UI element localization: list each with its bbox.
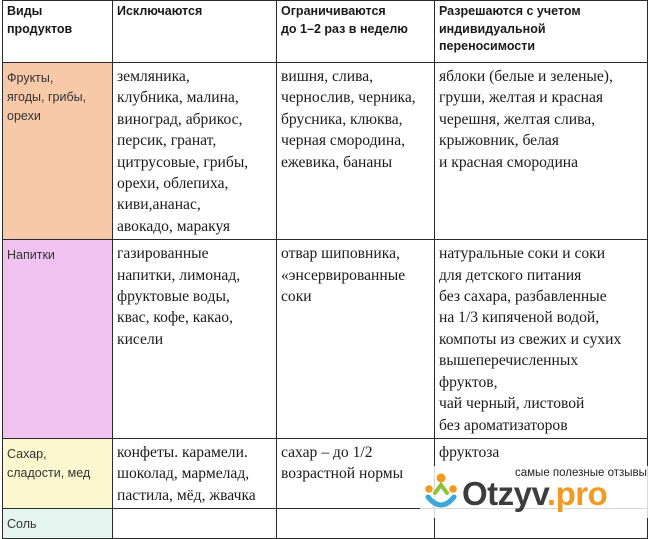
header-line: индивидуальной [439,21,546,36]
excluded-line: цитрусовые, грибы, [117,153,249,171]
limited-cell [277,438,435,508]
allowed-line: для детского питания [439,266,582,284]
category-cell [3,63,113,240]
allowed-line: яблоки (белые и зеленые), [439,68,613,85]
allowed-cell [435,63,648,240]
allowed-line: и красная смородина [439,153,579,171]
header-product-types [3,1,113,63]
category-line: ягоды, грибы, [7,90,87,104]
allowed-line: вышеперечисленных [439,352,579,370]
excluded-cell [113,438,277,508]
header-line: переносимости [439,39,536,53]
limited-line: вишня, слива, [281,68,374,85]
excluded-line: пастила, мёд, жвачка [117,486,256,504]
limited-cell [277,240,435,439]
table-row [3,240,648,439]
excluded-line: виноград, абрикос, [117,110,243,128]
excluded-line: газированные [117,245,209,263]
allowed-line: компоты из свежих и сухих [439,330,622,348]
excluded-line: квас, кофе, какао, [117,309,233,327]
category-line: сладости, мед [7,465,91,480]
allowed-line: груши, желтая и красная [439,89,604,107]
limited-line: «энсервированные [281,266,406,284]
limited-line: ежевика, бананы [281,153,393,171]
excluded-cell [113,63,277,240]
excluded-line: киви,ананас, [117,196,201,214]
allowed-cell [435,240,648,439]
allowed-line: без ароматизаторов [439,416,568,434]
header-line: продуктов [7,21,73,36]
header-line: Ограничиваются [281,4,386,18]
allowed-line: фруктоза [439,443,500,461]
limited-cell [277,63,435,240]
excluded-cell [113,240,277,439]
allowed-line: крыжовник, белая [439,132,559,150]
limited-line: соки [281,288,312,306]
table-row [3,63,648,240]
watermark-tagline: самые полезные отзывы [515,467,647,479]
excluded-line: клубника, малина, [117,89,239,107]
allowed-line: фруктов, [439,373,498,391]
excluded-line: фруктовые воды, [117,288,230,306]
category-cell [3,240,113,439]
category-cell [3,509,113,539]
excluded-line: кисели [117,330,164,348]
excluded-line: шоколад, мармелад, [117,465,250,483]
limited-line: сахар – до 1/2 [281,443,373,461]
allowed-line: чай черный, листовой [439,395,585,413]
category-line: Напитки [7,248,55,263]
otzyv-logo-icon [424,471,458,511]
limited-line: чернослив, черника, [281,89,416,107]
allowed-line: натуральные соки и соки [439,245,606,263]
header-line: Исключаются [117,4,203,18]
category-line: Фрукты, [7,71,54,85]
header-limited [277,1,435,63]
excluded-line: орехи, облепиха, [117,175,229,193]
header-allowed [435,1,648,63]
excluded-line: земляника, [117,68,190,85]
header-excluded [113,1,277,63]
limited-cell [277,509,435,539]
limited-line: брусника, клюква, [281,110,403,128]
limited-line: черная смородина, [281,132,406,150]
watermark-brand [462,476,607,512]
limited-line: отвар шиповника, [281,245,400,263]
header-row [3,1,648,63]
excluded-cell [113,509,277,539]
allowed-line: на 1/3 кипяченой водой, [439,309,600,327]
brand-dot: . [546,475,556,512]
category-line: Сахар, [7,446,47,461]
excluded-line: конфеты. карамели. [117,443,248,461]
brand-main: Otzyv [462,475,547,512]
excluded-line: авокадо, маракуя [117,217,231,235]
header-line: Разрешаются с учетом [439,4,581,18]
excluded-line: напитки, лимонад, [117,266,241,284]
header-line: Виды [7,4,43,18]
category-line: Соль [7,517,37,532]
header-line: до 1–2 раз в неделю [281,21,408,36]
category-line: орехи [7,109,41,123]
category-cell [3,438,113,508]
diet-table [2,0,648,539]
excluded-line: персик, гранат, [117,132,217,150]
allowed-line: черешня, желтая слива, [439,110,596,128]
limited-line: возрастной нормы [281,465,404,483]
brand-tld: pro [555,475,608,512]
allowed-line: без сахара, разбавленные [439,288,607,306]
